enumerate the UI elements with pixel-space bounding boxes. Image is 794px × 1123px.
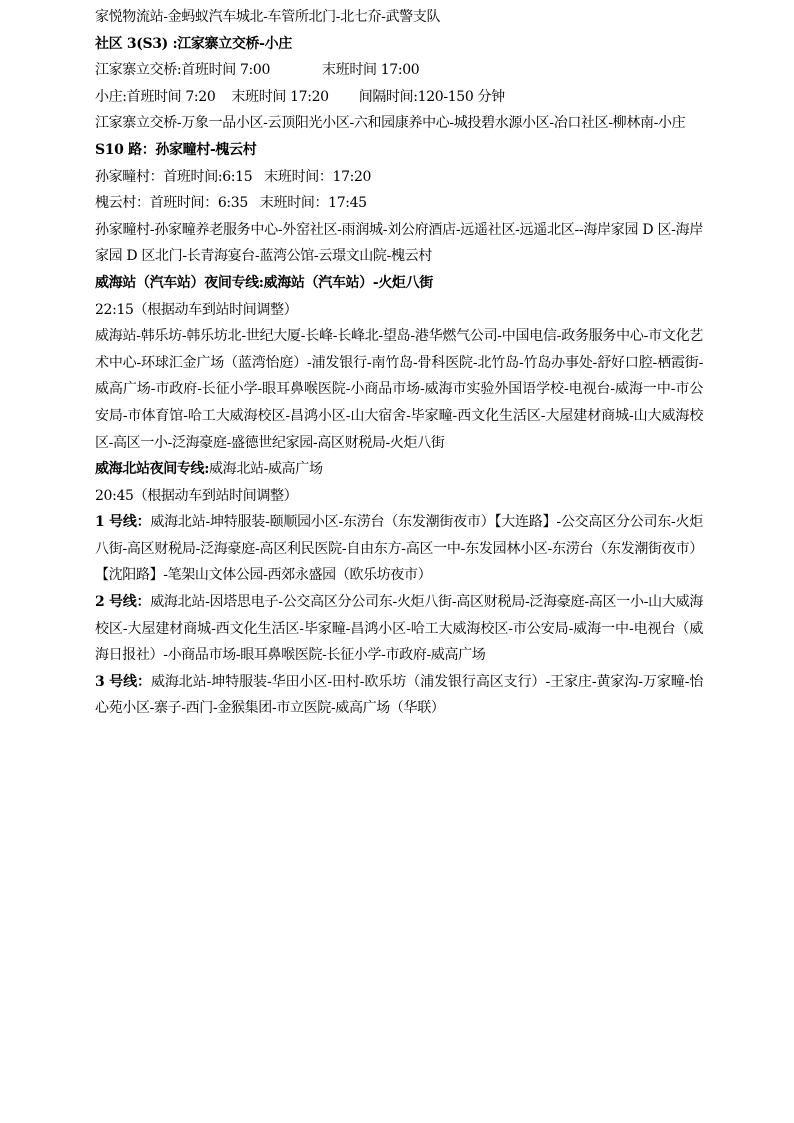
s10-last-bus-sjt: 末班时间：17:20 <box>264 168 372 185</box>
line-3-label: 3 号线： <box>95 673 151 690</box>
night2-line-1 <box>95 509 703 589</box>
night2-heading <box>95 456 703 483</box>
line-2-stops: 威海北站-因塔思电子-公交高区分公司东-火炬八街-高区财税局-泛海豪庭-高区一小-山大威海校区-大屋建材商城-西文化生活区-毕家疃-昌鸿小区-哈工大威海校区-市公安局-威海一中-电视台（威海日报社）-小商品市场-眼耳鼻喉医院-长征小学-市政府-威高广场 <box>95 594 703 664</box>
document-page <box>95 4 703 722</box>
s10-schedule-row-2 <box>95 190 703 217</box>
line-1-stops: 威海北站-坤特服装-颐顺园小区-东涝台（东发潮街夜市）【大连路】-公交高区分公司东-火炬八街-高区财税局-泛海豪庭-高区利民医院-自由东方-高区一中-东发园林小区-东涝台（东发潮街夜市）【沈阳路】-笔架山文体公园-西郊永盛园（欧乐坊夜市） <box>95 514 703 584</box>
line-2-label: 2 号线： <box>95 594 151 611</box>
s3-last-bus-jjz: 末班时间 17:00 <box>322 62 420 79</box>
s3-schedule-row-1 <box>95 57 703 84</box>
s10-last-bus-hyc: 末班时间：17:45 <box>259 195 367 212</box>
night1-heading: 威海站（汽车站）夜间专线:威海站（汽车站）-火炬八街 <box>95 274 433 291</box>
line-3-stops: 威海北站-坤特服装-华田小区-田村-欧乐坊（浦发银行高区支行）-王家庄-黄家沟-万家疃-怡心苑小区-寨子-西门-金猴集团-市立医院-威高广场（华联） <box>95 673 703 717</box>
night2-heading-title: 威海北站夜间专线: <box>95 461 210 478</box>
line-1-label: 1 号线： <box>95 514 151 531</box>
s3-stops: 江家寨立交桥-万象一品小区-云顶阳光小区-六和园康养中心-城投碧水源小区-冶口社区-柳林南-小庄 <box>95 115 686 132</box>
night2-heading-route: 威海北站-威高广场 <box>209 461 323 478</box>
s10-heading: S10 路：孙家疃村-槐云村 <box>95 141 257 158</box>
s10-stops: 孙家疃村-孙家疃养老服务中心-外窑社区-雨润城-刘公府酒店-远遥社区-远遥北区--海岸家园 D 区-海岸家园 D 区北门-长青海宴台-蓝湾公馆-云璟文山院-槐云村 <box>95 221 703 265</box>
night1-stops: 威海站-韩乐坊-韩乐坊北-世纪大厦-长峰-长峰北-望岛-港华燃气公司-中国电信-政务服务中心-市文化艺术中心-环球汇金广场（蓝湾怡庭）-浦发银行-南竹岛-骨科医院-北竹岛-竹岛办事处-舒好口腔-栖霞街-威高广场-市政府-长征小学-眼耳鼻喉医院-小商品市场-威海市实验外国语学校-电视台-威海一中-市公安局-市体育馆-哈工大威海校区-昌鸿小区-山大宿舍-毕家疃-西文化生活区-大屋建材商城-山大威海校区-高区一小-泛海豪庭-盛德世纪家园-高区财税局-火炬八街 <box>95 328 703 451</box>
night1-time: 22:15（根据动车到站时间调整） <box>95 301 298 318</box>
s10-schedule-row-1 <box>95 164 703 191</box>
s3-first-bus-xz: 小庄:首班时间 7:20 <box>95 88 216 105</box>
s10-first-bus-sjt: 孙家疃村：首班时间:6:15 <box>95 168 253 185</box>
night2-time: 20:45（根据动车到站时间调整） <box>95 487 298 504</box>
s10-first-bus-hyc: 槐云村：首班时间：6:35 <box>95 195 248 212</box>
night2-line-2 <box>95 589 703 669</box>
s3-route-tail: 家悦物流站-金蚂蚁汽车城北-车管所北门-北七夼-武警支队 <box>95 9 441 25</box>
night2-line-3 <box>95 669 703 722</box>
s3-heading: 社区 3(S3) :江家寨立交桥-小庄 <box>95 35 292 52</box>
s3-interval: 间隔时间:120-150 分钟 <box>358 88 505 105</box>
s3-first-bus-jjz: 江家寨立交桥:首班时间 7:00 <box>95 62 271 79</box>
s3-last-bus-xz: 末班时间 17:20 <box>231 88 329 105</box>
s3-schedule-row-2 <box>95 84 703 111</box>
